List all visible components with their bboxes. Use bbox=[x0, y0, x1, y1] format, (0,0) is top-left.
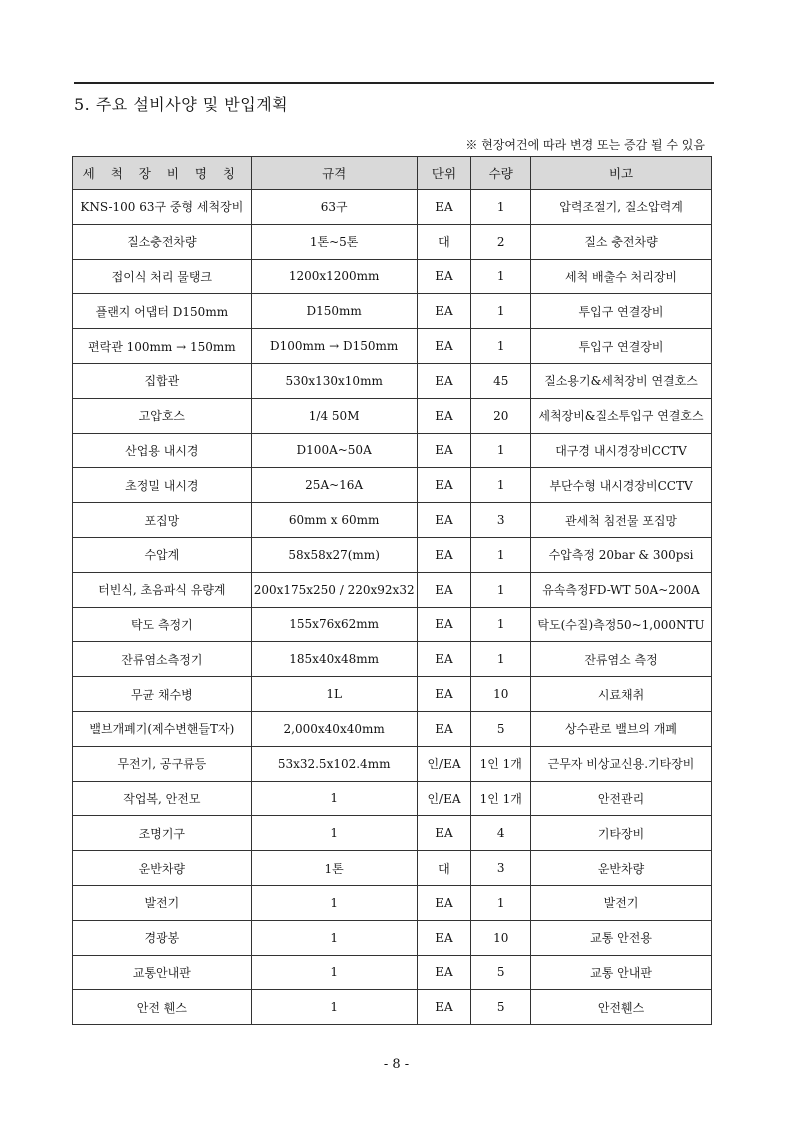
cell-remarks: 투입구 연결장비 bbox=[531, 294, 712, 329]
cell-equipment-name: 경광봉 bbox=[73, 920, 252, 955]
cell-equipment-name: 작업복, 안전모 bbox=[73, 781, 252, 816]
top-rule bbox=[74, 82, 714, 84]
table-row bbox=[73, 190, 712, 225]
cell-spec: 185x40x48mm bbox=[251, 642, 417, 677]
table-row bbox=[73, 224, 712, 259]
table-row bbox=[73, 433, 712, 468]
table-row bbox=[73, 607, 712, 642]
table-row bbox=[73, 677, 712, 712]
cell-spec: 53x32.5x102.4mm bbox=[251, 746, 417, 781]
cell-remarks: 투입구 연결장비 bbox=[531, 329, 712, 364]
cell-quantity: 3 bbox=[471, 851, 531, 886]
cell-remarks: 교통 안전용 bbox=[531, 920, 712, 955]
cell-remarks: 대구경 내시경장비CCTV bbox=[531, 433, 712, 468]
table-header-row bbox=[73, 157, 712, 190]
table-body bbox=[73, 190, 712, 1025]
cell-unit: EA bbox=[417, 920, 471, 955]
cell-unit: EA bbox=[417, 190, 471, 225]
cell-equipment-name: 발전기 bbox=[73, 885, 252, 920]
table-row bbox=[73, 990, 712, 1025]
cell-equipment-name: 운반차량 bbox=[73, 851, 252, 886]
cell-unit: 인/EA bbox=[417, 746, 471, 781]
cell-equipment-name: 터빈식, 초음파식 유량계 bbox=[73, 572, 252, 607]
cell-spec: 200x175x250 / 220x92x32 bbox=[251, 572, 417, 607]
cell-spec: 1/4 50M bbox=[251, 398, 417, 433]
cell-unit: EA bbox=[417, 607, 471, 642]
cell-unit: EA bbox=[417, 816, 471, 851]
cell-spec: 1톤~5톤 bbox=[251, 224, 417, 259]
table-row bbox=[73, 885, 712, 920]
table-row bbox=[73, 920, 712, 955]
header-spec: 규격 bbox=[251, 157, 417, 190]
cell-quantity: 45 bbox=[471, 363, 531, 398]
cell-spec: 530x130x10mm bbox=[251, 363, 417, 398]
cell-equipment-name: 잔류염소측정기 bbox=[73, 642, 252, 677]
cell-spec: D150mm bbox=[251, 294, 417, 329]
cell-equipment-name: 포집망 bbox=[73, 503, 252, 538]
table-row bbox=[73, 259, 712, 294]
cell-quantity: 1 bbox=[471, 433, 531, 468]
header-equipment-name: 세 척 장 비 명 칭 bbox=[73, 157, 252, 190]
cell-unit: EA bbox=[417, 885, 471, 920]
table-row bbox=[73, 468, 712, 503]
cell-unit: EA bbox=[417, 503, 471, 538]
cell-quantity: 1 bbox=[471, 468, 531, 503]
cell-equipment-name: KNS-100 63구 중형 세척장비 bbox=[73, 190, 252, 225]
cell-unit: EA bbox=[417, 990, 471, 1025]
cell-quantity: 1 bbox=[471, 259, 531, 294]
cell-quantity: 1 bbox=[471, 294, 531, 329]
note-text: ※ 현장여건에 따라 변경 또는 증감 될 수 있음 bbox=[465, 138, 705, 152]
cell-remarks: 교통 안내판 bbox=[531, 955, 712, 990]
table-row bbox=[73, 781, 712, 816]
cell-unit: EA bbox=[417, 468, 471, 503]
cell-spec: 1L bbox=[251, 677, 417, 712]
cell-equipment-name: 집합관 bbox=[73, 363, 252, 398]
header-quantity: 수량 bbox=[471, 157, 531, 190]
cell-unit: 대 bbox=[417, 224, 471, 259]
table-row bbox=[73, 642, 712, 677]
cell-spec: D100mm → D150mm bbox=[251, 329, 417, 364]
cell-remarks: 수압측정 20bar & 300psi bbox=[531, 537, 712, 572]
cell-equipment-name: 안전 휀스 bbox=[73, 990, 252, 1025]
cell-remarks: 유속측정FD-WT 50A~200A bbox=[531, 572, 712, 607]
cell-unit: EA bbox=[417, 329, 471, 364]
cell-equipment-name: 플랜지 어댑터 D150mm bbox=[73, 294, 252, 329]
header-remarks: 비고 bbox=[531, 157, 712, 190]
table-row bbox=[73, 398, 712, 433]
cell-quantity: 10 bbox=[471, 920, 531, 955]
cell-quantity: 20 bbox=[471, 398, 531, 433]
cell-remarks: 잔류염소 측정 bbox=[531, 642, 712, 677]
cell-spec: 155x76x62mm bbox=[251, 607, 417, 642]
cell-spec: 1 bbox=[251, 920, 417, 955]
cell-equipment-name: 접이식 처리 물탱크 bbox=[73, 259, 252, 294]
cell-unit: EA bbox=[417, 363, 471, 398]
table-row bbox=[73, 816, 712, 851]
cell-quantity: 10 bbox=[471, 677, 531, 712]
cell-equipment-name: 무전기, 공구류등 bbox=[73, 746, 252, 781]
cell-quantity: 1 bbox=[471, 572, 531, 607]
cell-spec: 1 bbox=[251, 885, 417, 920]
cell-spec: 1 bbox=[251, 990, 417, 1025]
cell-quantity: 5 bbox=[471, 990, 531, 1025]
equipment-table bbox=[72, 156, 712, 1025]
cell-spec: D100A~50A bbox=[251, 433, 417, 468]
cell-remarks: 안전휀스 bbox=[531, 990, 712, 1025]
cell-equipment-name: 편락관 100mm → 150mm bbox=[73, 329, 252, 364]
cell-unit: EA bbox=[417, 398, 471, 433]
cell-quantity: 1인 1개 bbox=[471, 781, 531, 816]
cell-quantity: 1 bbox=[471, 642, 531, 677]
cell-unit: 인/EA bbox=[417, 781, 471, 816]
cell-quantity: 5 bbox=[471, 711, 531, 746]
cell-quantity: 1 bbox=[471, 537, 531, 572]
table-row bbox=[73, 363, 712, 398]
cell-quantity: 1 bbox=[471, 607, 531, 642]
cell-remarks: 부단수형 내시경장비CCTV bbox=[531, 468, 712, 503]
table-row bbox=[73, 955, 712, 990]
cell-unit: EA bbox=[417, 259, 471, 294]
cell-spec: 2,000x40x40mm bbox=[251, 711, 417, 746]
cell-remarks: 관세척 침전물 포집망 bbox=[531, 503, 712, 538]
cell-remarks: 질소용기&세척장비 연결호스 bbox=[531, 363, 712, 398]
cell-unit: 대 bbox=[417, 851, 471, 886]
cell-equipment-name: 밸브개폐기(제수변핸들T자) bbox=[73, 711, 252, 746]
cell-quantity: 1 bbox=[471, 190, 531, 225]
table-row bbox=[73, 537, 712, 572]
cell-quantity: 1 bbox=[471, 885, 531, 920]
cell-spec: 1 bbox=[251, 816, 417, 851]
cell-remarks: 운반차량 bbox=[531, 851, 712, 886]
cell-remarks: 세척 배출수 처리장비 bbox=[531, 259, 712, 294]
cell-spec: 60mm x 60mm bbox=[251, 503, 417, 538]
cell-equipment-name: 질소충전차량 bbox=[73, 224, 252, 259]
cell-equipment-name: 무균 채수병 bbox=[73, 677, 252, 712]
cell-equipment-name: 산업용 내시경 bbox=[73, 433, 252, 468]
cell-unit: EA bbox=[417, 433, 471, 468]
cell-remarks: 질소 충전차량 bbox=[531, 224, 712, 259]
cell-spec: 25A~16A bbox=[251, 468, 417, 503]
cell-quantity: 3 bbox=[471, 503, 531, 538]
cell-unit: EA bbox=[417, 955, 471, 990]
cell-unit: EA bbox=[417, 537, 471, 572]
cell-spec: 58x58x27(mm) bbox=[251, 537, 417, 572]
cell-spec: 1톤 bbox=[251, 851, 417, 886]
cell-remarks: 탁도(수질)측정50~1,000NTU bbox=[531, 607, 712, 642]
cell-quantity: 1인 1개 bbox=[471, 746, 531, 781]
cell-remarks: 상수관로 밸브의 개폐 bbox=[531, 711, 712, 746]
cell-quantity: 2 bbox=[471, 224, 531, 259]
cell-quantity: 4 bbox=[471, 816, 531, 851]
table-row bbox=[73, 711, 712, 746]
header-unit: 단위 bbox=[417, 157, 471, 190]
cell-spec: 63구 bbox=[251, 190, 417, 225]
cell-spec: 1 bbox=[251, 781, 417, 816]
cell-remarks: 기타장비 bbox=[531, 816, 712, 851]
table-row bbox=[73, 746, 712, 781]
cell-remarks: 시료채취 bbox=[531, 677, 712, 712]
cell-unit: EA bbox=[417, 572, 471, 607]
cell-remarks: 압력조절기, 질소압력계 bbox=[531, 190, 712, 225]
cell-unit: EA bbox=[417, 677, 471, 712]
cell-equipment-name: 조명기구 bbox=[73, 816, 252, 851]
cell-unit: EA bbox=[417, 294, 471, 329]
cell-unit: EA bbox=[417, 711, 471, 746]
cell-equipment-name: 고압호스 bbox=[73, 398, 252, 433]
cell-spec: 1200x1200mm bbox=[251, 259, 417, 294]
table-row bbox=[73, 572, 712, 607]
cell-equipment-name: 탁도 측정기 bbox=[73, 607, 252, 642]
cell-quantity: 1 bbox=[471, 329, 531, 364]
cell-quantity: 5 bbox=[471, 955, 531, 990]
table-row bbox=[73, 851, 712, 886]
cell-spec: 1 bbox=[251, 955, 417, 990]
cell-unit: EA bbox=[417, 642, 471, 677]
table-row bbox=[73, 329, 712, 364]
cell-remarks: 세척장비&질소투입구 연결호스 bbox=[531, 398, 712, 433]
table-row bbox=[73, 503, 712, 538]
page-number: - 8 - bbox=[383, 1057, 410, 1072]
cell-remarks: 근무자 비상교신용.기타장비 bbox=[531, 746, 712, 781]
table-row bbox=[73, 294, 712, 329]
section-title: 5. 주요 설비사양 및 반입계획 bbox=[74, 95, 289, 114]
cell-equipment-name: 교통안내판 bbox=[73, 955, 252, 990]
cell-equipment-name: 수압계 bbox=[73, 537, 252, 572]
cell-remarks: 안전관리 bbox=[531, 781, 712, 816]
cell-remarks: 발전기 bbox=[531, 885, 712, 920]
cell-equipment-name: 초정밀 내시경 bbox=[73, 468, 252, 503]
